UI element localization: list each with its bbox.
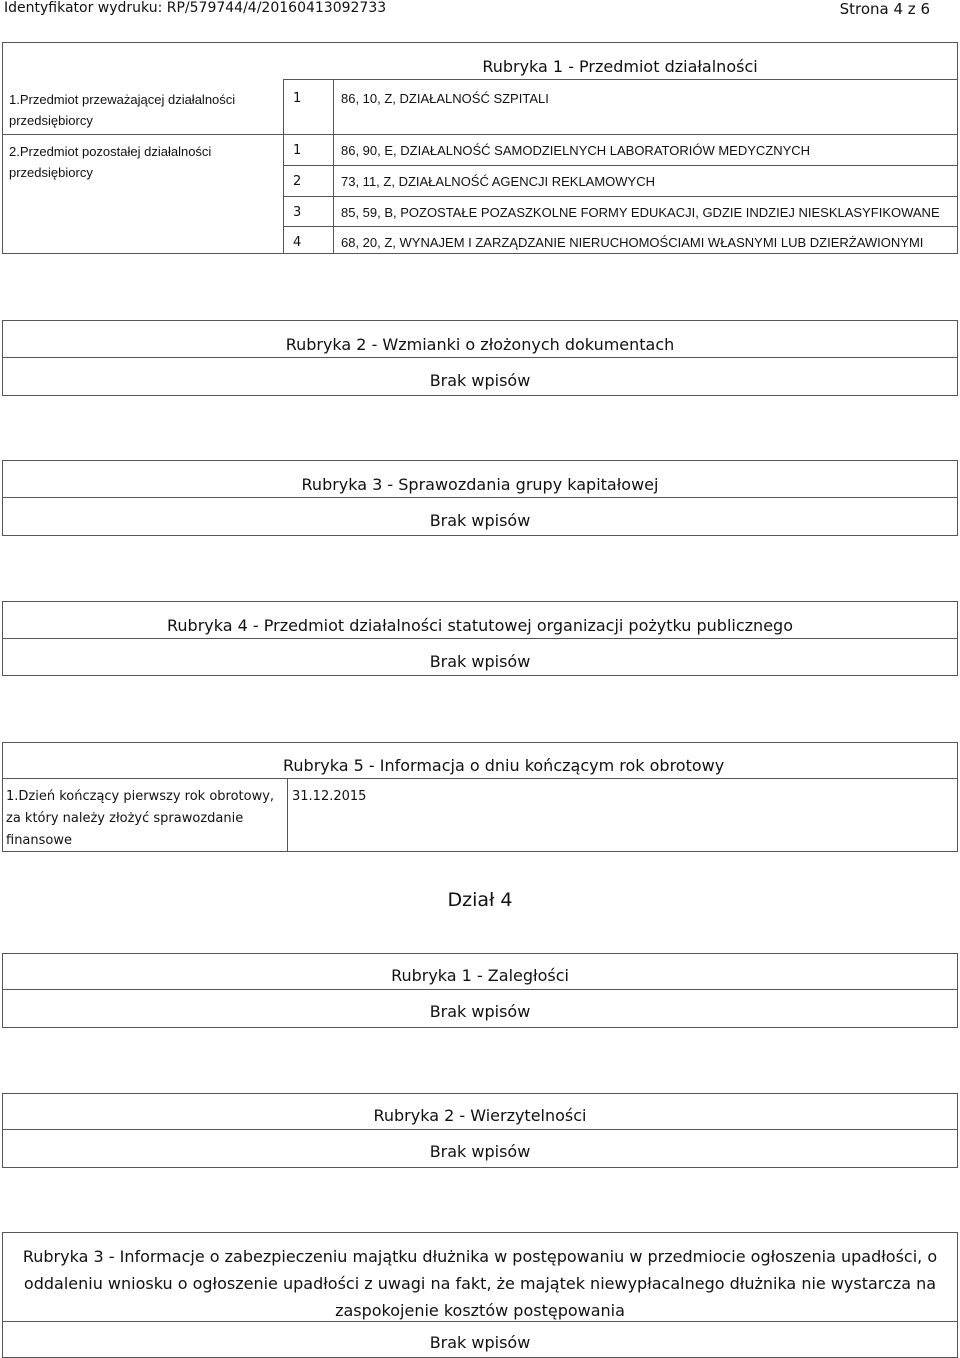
rubryka2-section	[2, 320, 958, 396]
divider	[287, 778, 288, 851]
divider	[283, 226, 957, 227]
page-number: Strona 4 z 6	[839, 0, 930, 18]
dzial4-rubryka1-title: Rubryka 1 - Zaległości	[391, 966, 569, 985]
rubryka4-title: Rubryka 4 - Przedmiot działalności statutowej organizacji pożytku publicznego	[167, 616, 793, 635]
dzial4-title: Dział 4	[447, 889, 513, 911]
other-activity-text: 86, 90, E, DZIAŁALNOŚĆ SAMODZIELNYCH LABORATORIÓW MEDYCZNYCH	[341, 143, 811, 158]
other-activity-label: 2.Przedmiot pozostałej działalności przedsiębiorcy	[9, 144, 212, 180]
main-activity-text: 86, 10, Z, DZIAŁALNOŚĆ SZPITALI	[341, 91, 549, 106]
dzial4-rubryka3-title: Rubryka 3 - Informacje o zabezpieczeniu majątku dłużnika w postępowaniu w przedmiocie ogłoszenia upadłości, o oddaleniu wniosku o ogłoszenie upadłości z uwagi na fakt, że majątek niewypłacalnego dłużnika nie wystarcza na zaspokojenie kosztów postępowania	[22, 1247, 938, 1320]
divider	[283, 196, 957, 197]
other-activity-text: 73, 11, Z, DZIAŁALNOŚĆ AGENCJI REKLAMOWYCH	[341, 174, 656, 189]
dzial4-rubryka3-section	[2, 1232, 958, 1358]
rubryka3-empty: Brak wpisów	[429, 511, 531, 530]
rubryka2-title: Rubryka 2 - Wzmianki o złożonych dokumentach	[285, 335, 675, 354]
rubryka4-empty: Brak wpisów	[429, 652, 531, 671]
print-identifier: Identyfikator wydruku: RP/579744/4/20160413092733	[4, 0, 387, 16]
dzial4-rubryka1-section	[2, 953, 958, 1028]
divider	[283, 79, 957, 80]
rubryka5-title: Rubryka 5 - Informacja o dniu kończącym rok obrotowy	[283, 756, 725, 775]
rubryka3-section	[2, 460, 958, 536]
other-activity-num: 4	[293, 235, 302, 250]
rubryka3-title: Rubryka 3 - Sprawozdania grupy kapitałowej	[301, 475, 659, 494]
dzial4-rubryka2-title: Rubryka 2 - Wierzytelności	[373, 1106, 587, 1125]
divider	[3, 1129, 957, 1130]
dzial4-rubryka1-empty: Brak wpisów	[429, 1002, 531, 1021]
other-activity-text: 85, 59, B, POZOSTAŁE POZASZKOLNE FORMY EDUKACJI, GDZIE INDZIEJ NIESKLASYFIKOWANE	[341, 205, 940, 220]
dzial4-rubryka2-empty: Brak wpisów	[429, 1142, 531, 1161]
divider	[3, 497, 957, 498]
divider	[283, 165, 957, 166]
dzial4-rubryka2-section	[2, 1093, 958, 1168]
divider	[3, 989, 957, 990]
divider	[3, 1321, 957, 1322]
other-activity-num: 1	[293, 143, 302, 158]
divider	[3, 134, 957, 135]
rubryka5-section	[2, 742, 958, 852]
other-activity-num: 2	[293, 174, 302, 189]
main-activity-label: 1.Przedmiot przeważającej działalności przedsiębiorcy	[9, 92, 236, 128]
rubryka4-section	[2, 601, 958, 676]
rubryka1-section	[2, 42, 958, 254]
fiscal-year-value: 31.12.2015	[292, 789, 367, 804]
divider	[3, 357, 957, 358]
dzial4-rubryka3-empty: Brak wpisów	[429, 1333, 531, 1352]
other-activity-num: 3	[293, 205, 302, 220]
fiscal-year-label: 1.Dzień kończący pierwszy rok obrotowy, za który należy złożyć sprawozdanie finansowe	[6, 789, 275, 848]
divider	[3, 778, 957, 779]
rubryka2-empty: Brak wpisów	[429, 371, 531, 390]
other-activity-text: 68, 20, Z, WYNAJEM I ZARZĄDZANIE NIERUCHOMOŚCIAMI WŁASNYMI LUB DZIERŻAWIONYMI	[341, 235, 924, 250]
divider	[3, 638, 957, 639]
rubryka1-title: Rubryka 1 - Przedmiot działalności	[482, 57, 758, 76]
main-activity-num: 1	[293, 91, 302, 106]
